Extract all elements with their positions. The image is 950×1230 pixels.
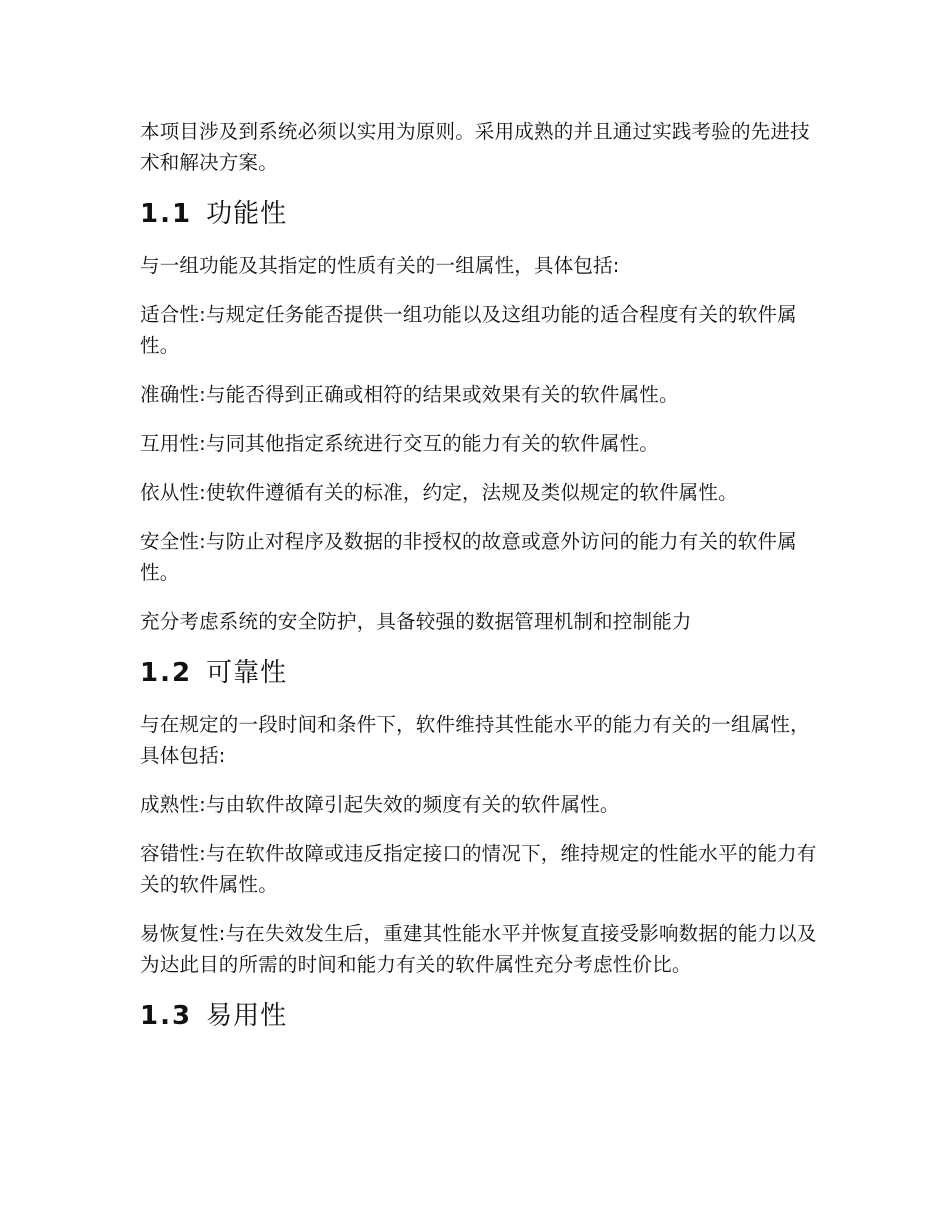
section-number: 1.3 bbox=[140, 1001, 193, 1031]
paragraph: 准确性:与能否得到正确或相符的结果或效果有关的软件属性。 bbox=[140, 383, 679, 406]
paragraph: 与在规定的一段时间和条件下，软件维持其性能水平的能力有关的一组属性，具体包括: bbox=[140, 713, 810, 767]
document-body bbox=[140, 116, 820, 1052]
section-heading-reliability bbox=[140, 655, 820, 691]
paragraph: 安全性:与防止对程序及数据的非授权的故意或意外访问的能力有关的软件属性。 bbox=[140, 530, 797, 584]
section-number: 1.2 bbox=[140, 658, 193, 688]
section-title: 易用性 bbox=[206, 1001, 288, 1031]
intro-paragraph: 本项目涉及到系统必须以实用为原则。采用成熟的并且通过实践考验的先进技术和解决方案。 bbox=[140, 120, 810, 174]
paragraph: 依从性:使软件遵循有关的标准，约定，法规及类似规定的软件属性。 bbox=[140, 481, 738, 504]
paragraph: 充分考虑系统的安全防护，具备较强的数据管理机制和控制能力 bbox=[140, 610, 692, 633]
paragraph: 容错性:与在软件故障或违反指定接口的情况下，维持规定的性能水平的能力有关的软件属性。 bbox=[140, 842, 817, 896]
paragraph: 易恢复性:与在失效发生后，重建其性能水平并恢复直接受影响数据的能力以及为达此目的所需的时间和能力有关的软件属性充分考虑性价比。 bbox=[140, 922, 817, 976]
paragraph: 适合性:与规定任务能否提供一组功能以及这组功能的适合程度有关的软件属性。 bbox=[140, 303, 797, 357]
section-number: 1.1 bbox=[140, 199, 193, 229]
section-heading-functionality bbox=[140, 196, 820, 232]
section-title: 功能性 bbox=[206, 199, 288, 229]
paragraph: 成熟性:与由软件故障引起失效的频度有关的软件属性。 bbox=[140, 793, 620, 816]
paragraph: 互用性:与同其他指定系统进行交互的能力有关的软件属性。 bbox=[140, 432, 659, 455]
paragraph: 与一组功能及其指定的性质有关的一组属性，具体包括: bbox=[140, 254, 620, 277]
section-heading-usability bbox=[140, 998, 820, 1034]
section-title: 可靠性 bbox=[206, 658, 288, 688]
